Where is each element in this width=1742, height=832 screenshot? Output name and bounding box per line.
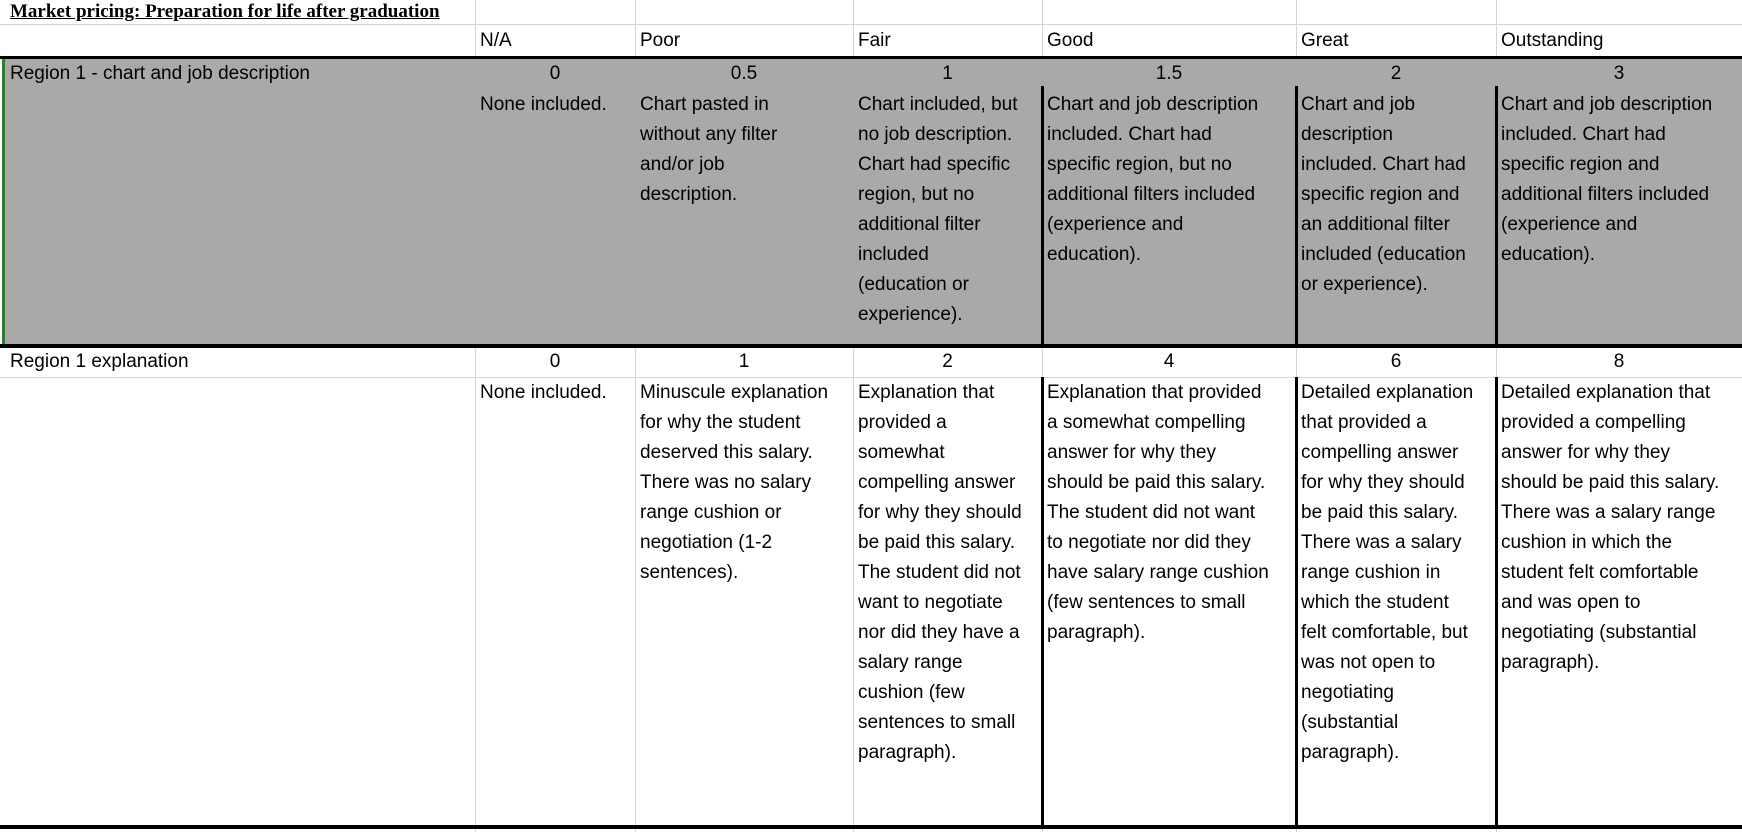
row-border: [0, 56, 1742, 59]
column-header-good: Good: [1047, 30, 1094, 51]
description-cell: None included.: [480, 382, 607, 403]
description-cell: Detailed explanation that provided a compelling answer for why they should be paid this salary. There was a salary range cushion in which the student felt comfortable and was open to negotiating (substantial paragraph).: [1501, 382, 1720, 673]
description-cell: Chart included, but no job description. Chart had specific region, but no additional filter included (education or experience).: [858, 94, 1018, 325]
description-cell: Chart and job description included. Chart had specific region and additional filters included (experience and education).: [1501, 94, 1713, 265]
description-cell: Chart pasted in without any filter and/or job description.: [640, 94, 778, 205]
score-cell: 2: [1390, 63, 1402, 84]
column-border: [1495, 86, 1498, 344]
column-border: [1041, 86, 1044, 344]
score-cell: 0: [549, 351, 561, 372]
column-header-na: N/A: [480, 30, 512, 51]
score-cell: 1: [942, 63, 953, 84]
column-header-outstanding: Outstanding: [1501, 30, 1604, 51]
score-cell: 8: [1613, 351, 1625, 372]
score-cell: 3: [1613, 63, 1625, 84]
description-cell: Chart and job description included. Chart had specific region, but no additional filters included (experience and education).: [1047, 94, 1259, 265]
description-cell: Explanation that provided a somewhat compelling answer for why they should be paid this salary. The student did not want to negotiate nor did they have a salary range cushion (few sentences to small paragraph).: [858, 382, 1022, 763]
score-cell: 0.5: [730, 63, 758, 84]
column-header-great: Great: [1301, 30, 1349, 51]
sheet-title: Market pricing: Preparation for life after graduation: [10, 1, 440, 22]
column-border: [1041, 377, 1044, 825]
column-border: [1295, 377, 1298, 825]
column-border: [1495, 377, 1498, 825]
row-border: [0, 825, 1742, 829]
score-cell: 1.5: [1155, 63, 1183, 84]
description-cell: Explanation that provided a somewhat compelling answer for why they should be paid this salary. The student did not want to negotiate nor did they have salary range cushion (few sentences to small paragraph).: [1047, 382, 1269, 643]
gridline: [0, 24, 1742, 25]
column-header-poor: Poor: [640, 30, 681, 51]
score-cell: 1: [738, 351, 750, 372]
column-header-fair: Fair: [858, 30, 891, 51]
row-label: Region 1 - chart and job description: [10, 63, 310, 84]
row-label: Region 1 explanation: [10, 351, 189, 372]
score-cell: 0: [549, 63, 561, 84]
score-cell: 4: [1163, 351, 1175, 372]
score-cell: 2: [942, 351, 953, 372]
description-cell: Chart and job description included. Chart had specific region and an additional filter included (education or experience).: [1301, 94, 1466, 295]
description-cell: Detailed explanation that provided a compelling answer for why they should be paid this salary. There was a salary range cushion in which the student felt comfortable, but was not open to negotiating (substantial paragraph).: [1301, 382, 1474, 763]
description-cell: Minuscule explanation for why the student deserved this salary. There was no salary range cushion or negotiation (1-2 sentences).: [640, 382, 829, 583]
row-border: [0, 344, 1742, 348]
description-cell: None included.: [480, 94, 607, 115]
row-marker: [2, 58, 5, 345]
column-border: [1295, 86, 1298, 344]
score-cell: 6: [1390, 351, 1402, 372]
